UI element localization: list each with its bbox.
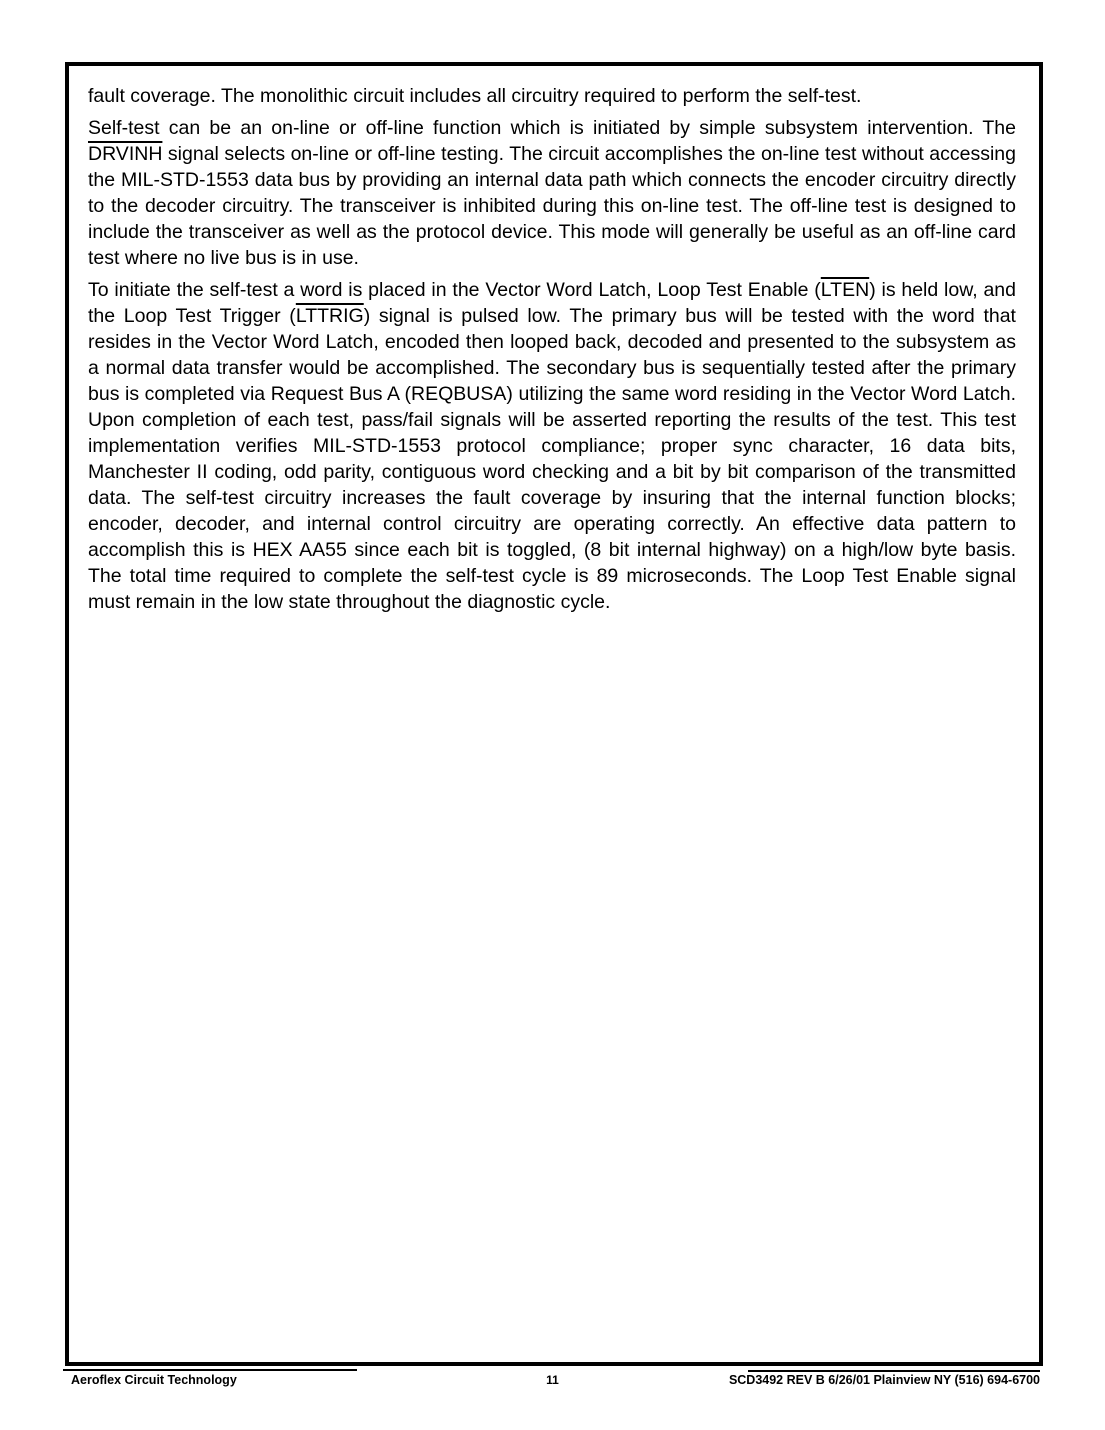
paragraph: fault coverage. The monolithic circuit includes all circuitry required to perform the self-test. [88,85,862,107]
footer-company-name: Aeroflex Circuit Technology [71,1373,237,1387]
footer-rule-left [63,1369,357,1371]
active-low-signal: LTEN [820,279,870,301]
active-low-signal: DRVINH [88,143,163,165]
paragraph: To initiate the self-test a word is placed in the Vector Word Latch, Loop Test Enable (LTEN) is held low, and the Loop Test Trigger (LTTRIG) signal is pulsed low. The primary bus will be tested with the word that resides in the Vector Word Latch, encoded then looped back, decoded and presented to the subsystem as a normal data transfer would be accomplished. The secondary bus is sequentially tested after the primary bus is completed via Request Bus A (REQBUSA) utilizing the same word residing in the Vector Word Latch. Upon completion of each test, pass/fail signals will be asserted reporting the results of the test. This test implementation verifies MIL-STD-1553 protocol compliance; proper sync character, 16 data bits, Manchester II coding, odd parity, contiguous word checking and a bit by bit comparison of the transmitted data. The self-test circuitry increases the fault coverage by insuring that the internal function blocks; encoder, decoder, and internal control circuitry are operating correctly. An effective data pattern to accomplish this is HEX AA55 since each bit is toggled, (8 bit internal highway) on a high/low byte basis. The total time required to complete the self-test cycle is 89 microseconds. The Loop Test Enable signal must remain in the low state throughout the diagnostic cycle. [88,279,1016,613]
footer-page-number: 11 [546,1373,559,1387]
footer-doc-reference: SCD3492 REV B 6/26/01 Plainview NY (516) 694-6700 [728,1373,1040,1387]
document-body [69,66,1039,615]
active-low-signal: LTTRIG [295,305,364,327]
footer-rule-right [748,1370,1040,1372]
paragraph: Self-test can be an on-line or off-line function which is initiated by simple subsystem intervention. The DRVINH signal selects on-line or off-line testing. The circuit accomplishes the on-line test without accessing the MIL-STD-1553 data bus by providing an internal data path which connects the encoder circuitry directly to the decoder circuitry. The transceiver is inhibited during this on-line test. The off-line test is designed to include the transceiver as well as the protocol device. This mode will generally be useful as an off-line card test where no live bus is in use. [88,117,1016,269]
page-border [65,62,1043,1366]
